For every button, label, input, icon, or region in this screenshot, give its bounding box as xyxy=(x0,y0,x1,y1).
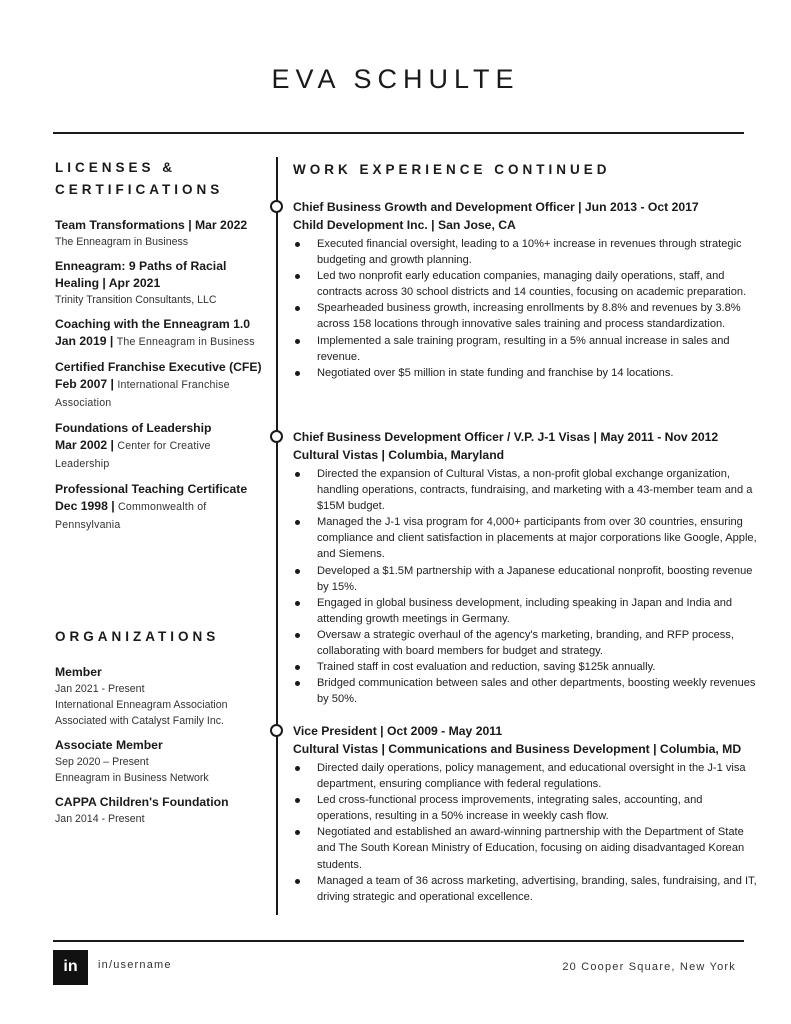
job-bullet: Executed financial oversight, leading to a 10%+ increase in revenues through strategic budgeting and growth planning. xyxy=(293,236,758,268)
job-entry xyxy=(293,722,758,905)
timeline-dot xyxy=(270,724,283,737)
job-bullets xyxy=(293,236,758,381)
job-bullet: Directed daily operations, policy management, and educational oversight in the J-1 visa department, ensuring compliance with federal regulations. xyxy=(293,760,758,792)
organization-item xyxy=(55,737,265,786)
license-org: Center for Creative Leadership xyxy=(55,440,211,470)
job-bullet: Led cross-functional process improvements, integrating sales, accounting, and operations, resulting in a 50% increase in weekly cash flow. xyxy=(293,792,758,824)
linkedin-icon[interactable]: in xyxy=(53,950,88,985)
organization-item xyxy=(55,664,265,729)
resume-name: EVA SCHULTE xyxy=(271,64,520,94)
organization-name: International Enneagram Association xyxy=(55,699,228,711)
linkedin-handle[interactable]: in/username xyxy=(98,959,172,971)
job-bullet: Managed a team of 36 across marketing, advertising, branding, sales, fundraising, and IT, driving strategic and operational excellence. xyxy=(293,873,758,905)
job-bullet: Oversaw a strategic overhaul of the agency's marketing, branding, and RFP process, collaborating with board members for budget and strategy. xyxy=(293,627,758,659)
address: 20 Cooper Square, New York xyxy=(562,961,736,973)
job-bullets xyxy=(293,466,758,707)
licenses-heading-line2: CERTIFICATIONS xyxy=(55,182,224,197)
license-title: Certified Franchise Executive (CFE) xyxy=(55,360,262,374)
organizations-section xyxy=(55,626,265,827)
job-entry xyxy=(293,198,758,381)
job-bullet: Developed a $1.5M partnership with a Japanese educational nonprofit, boosting revenue by 15%. xyxy=(293,563,758,595)
job-bullet: Engaged in global business development, including speaking in Japan and India and attending growth meetings in Germany. xyxy=(293,595,758,627)
job-title: Chief Business Growth and Development Officer | Jun 2013 - Oct 2017 xyxy=(293,200,699,214)
license-date: Mar 2002 | xyxy=(55,438,114,452)
work-heading: WORK EXPERIENCE CONTINUED xyxy=(293,162,611,177)
license-date-line xyxy=(55,376,265,412)
job-title: Chief Business Development Officer / V.P. J-1 Visas | May 2011 - Nov 2012 xyxy=(293,430,719,444)
job-org: Cultural Vistas | Columbia, Maryland xyxy=(293,448,505,462)
organization-item xyxy=(55,794,265,827)
license-item xyxy=(55,359,265,412)
job-bullet: Negotiated and established an award-winning partnership with the Department of State and The South Korean Ministry of Education, focusing on aiding disadvantaged Korean students. xyxy=(293,824,758,872)
organizations-heading: ORGANIZATIONS xyxy=(55,629,220,644)
job-bullet: Spearheaded business growth, increasing enrollments by 8.8% and revenues by 3.8% across 158 locations through innovative sales training and process standardization. xyxy=(293,300,758,332)
license-org: Trinity Transition Consultants, LLC xyxy=(55,294,217,306)
job-bullet: Managed the J-1 visa program for 4,000+ participants from over 30 countries, ensuring compliance and client satisfaction in placements at major corporations like Google, Apple, and Siemens. xyxy=(293,514,758,562)
licenses-heading-line1: LICENSES & xyxy=(55,160,177,175)
organization-dates: Sep 2020 – Present xyxy=(55,756,149,768)
license-date-line xyxy=(55,333,265,351)
job-bullet: Bridged communication between sales and other departments, boosting weekly revenues by 50%. xyxy=(293,675,758,707)
job-bullet: Implemented a sale training program, resulting in a 5% annual increase in sales and revenue. xyxy=(293,333,758,365)
license-title: Coaching with the Enneagram 1.0 xyxy=(55,317,251,331)
timeline-line xyxy=(276,157,278,915)
license-title: Professional Teaching Certificate xyxy=(55,482,248,496)
license-date: Feb 2007 | xyxy=(55,377,114,391)
organization-note: Associated with Catalyst Family Inc. xyxy=(55,715,224,727)
organization-role: Member xyxy=(55,665,102,679)
license-date: Jan 2019 | xyxy=(55,334,114,348)
license-item xyxy=(55,420,265,473)
job-title: Vice President | Oct 2009 - May 2011 xyxy=(293,724,503,738)
job-org: Cultural Vistas | Communications and Business Development | Columbia, MD xyxy=(293,742,742,756)
license-item xyxy=(55,258,265,308)
license-item xyxy=(55,316,265,351)
organization-name: Enneagram in Business Network xyxy=(55,772,209,784)
license-date: Dec 1998 | xyxy=(55,499,115,513)
job-bullet: Trained staff in cost evaluation and reduction, saving $125k annually. xyxy=(293,659,758,675)
licenses-heading xyxy=(55,157,265,201)
license-item xyxy=(55,481,265,534)
organization-dates: Jan 2021 - Present xyxy=(55,683,145,695)
license-title-cont: Healing | Apr 2021 xyxy=(55,276,161,290)
license-org: The Enneagram in Business xyxy=(55,236,189,248)
footer-divider xyxy=(53,940,744,942)
work-heading-wrap xyxy=(293,159,758,181)
license-title: Enneagram: 9 Paths of Racial xyxy=(55,259,227,273)
timeline-dot xyxy=(270,430,283,443)
header-divider xyxy=(53,132,744,134)
license-org: The Enneagram in Business xyxy=(116,336,255,348)
job-bullet: Directed the expansion of Cultural Vistas, a non-profit global exchange organization, handling operations, contracts, fundraising, and marketing with a 43-member team and a $15M budget. xyxy=(293,466,758,514)
job-org: Child Development Inc. | San Jose, CA xyxy=(293,218,516,232)
license-item xyxy=(55,217,265,250)
licenses-section xyxy=(55,157,265,534)
license-date-line xyxy=(55,498,265,534)
job-entry xyxy=(293,428,758,707)
organization-dates: Jan 2014 - Present xyxy=(55,813,145,825)
timeline-dot xyxy=(270,200,283,213)
job-bullet: Negotiated over $5 million in state funding and franchise by 14 locations. xyxy=(293,365,758,381)
license-title: Foundations of Leadership xyxy=(55,421,212,435)
license-org: International Franchise Association xyxy=(55,379,230,409)
license-date-line xyxy=(55,437,265,473)
job-bullets xyxy=(293,760,758,905)
job-bullet: Led two nonprofit early education companies, managing daily operations, staff, and contracts across 30 school districts and 14 counties, focusing on academic preparation. xyxy=(293,268,758,300)
license-org: Commonwealth of Pennsylvania xyxy=(55,501,207,531)
organization-role: Associate Member xyxy=(55,738,163,752)
license-title: Team Transformations | Mar 2022 xyxy=(55,218,248,232)
organization-role: CAPPA Children's Foundation xyxy=(55,795,229,809)
